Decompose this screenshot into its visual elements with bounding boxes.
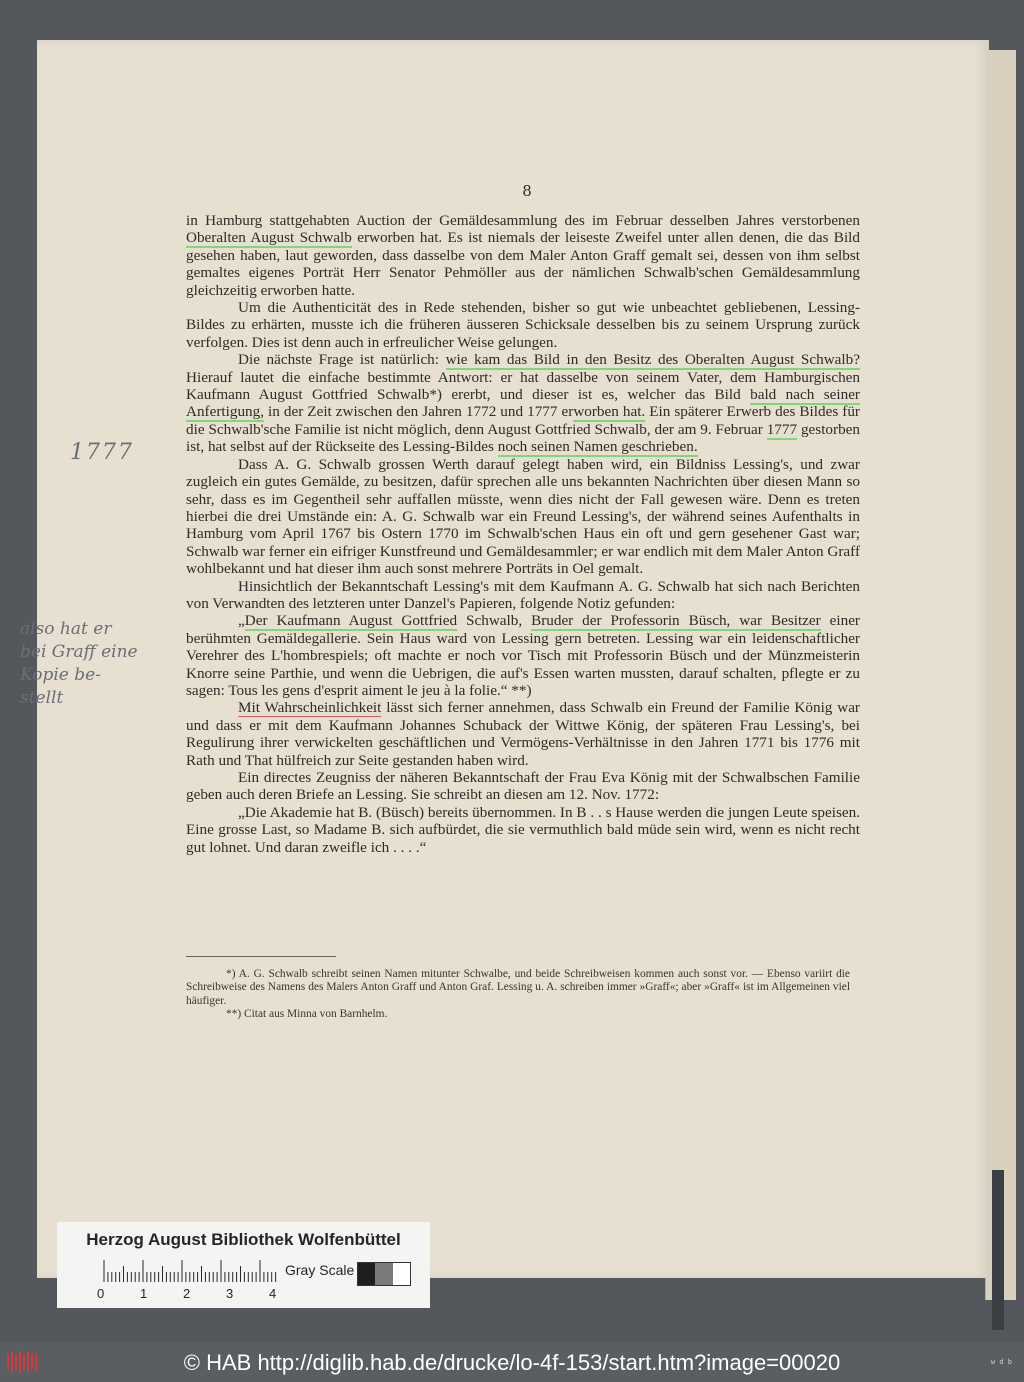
paragraph <box>186 456 860 578</box>
highlighted-text: 1777 <box>766 420 798 438</box>
library-title: Herzog August Bibliothek Wolfenbüttel <box>86 1230 401 1249</box>
text-run: „Die Akademie hat B. (Büsch) bereits übernommen. In B . . s Hause werden die jungen Leute speisen. Eine grosse Last, so Madame B. sich aufbürdet, die sie vermuthlich bald müde sein wird, wenn es nicht recht gut lohnet. Und daran zweifle ich . . . .“ <box>186 803 860 856</box>
margin-note-line: bei Graff eine <box>20 642 138 662</box>
text-run: erworben hat. Es ist niemals der leiseste Zweifel unter allen denen, die das Bild gesehen haben, laut geworden, dass dasselbe von dem Maler Anton Graff gemalt sei, dessen von ihm selbst gemaltes eigenes Porträt Herr Senator Pehmöller aus der nämlichen Schwalb'schen Gemäldesammlung gleichzeitig erworben hatte. <box>186 229 860 299</box>
ruler-number: 4 <box>269 1286 277 1301</box>
page-number: 8 <box>522 182 532 200</box>
ruler-scale <box>102 1260 278 1282</box>
text-run: Die nächste Frage ist natürlich: <box>238 351 446 369</box>
paragraph <box>186 351 860 455</box>
text-run: einer berühmten Gemäldegallerie. Sein Haus ward von Lessing gern betreten. Lessing war ein leidenschaftlicher Verehrer des L'hombrespiels; oft machte er noch vor Tisch mit Professorin Büsch und der Münzmeisterin Knorre seine Parthie, und wenn die Uebrigen, die auf's Essen warten mussten, darauf schalten, pflegte er zu sagen: Tous les gens d'esprit aiment le jeu à la folie.“ **) <box>186 612 860 699</box>
ruler-number: 3 <box>226 1286 234 1301</box>
text-run: in Hamburg stattgehabten Auction der Gemäldesammlung des im Februar desselben Jahres verstorbenen <box>186 212 860 229</box>
footnote: *) A. G. Schwalb schreibt seinen Namen mitunter Schwalbe, und beide Schreibweisen kommen auch sonst vor. — Ebenso variirt die Schreibweise des Namens des Malers Anton Graff und Anton Graf. Lessing u. A. schreiben immer »Graff«; aber »Graff« ist im Allgemeinen viel häufiger. <box>186 968 850 1007</box>
footnote-rule <box>186 956 336 957</box>
text-run: gestorben ist, hat selbst auf der Rückseite des Lessing-Bildes <box>186 420 861 456</box>
text-run: in der Zeit zwischen den Jahren 1772 und 1777 er <box>264 403 574 421</box>
bookmark-ribbon <box>992 1170 1004 1330</box>
text-run: „ <box>238 612 245 630</box>
highlighted-text: Oberalten August Schwalb <box>186 229 352 247</box>
margin-note-line: also hat er <box>20 619 112 639</box>
highlighted-text: worben hat. <box>573 403 646 421</box>
margin-note-line: stellt <box>20 688 64 708</box>
footnotes <box>186 968 850 1022</box>
text-run: Ein directes Zeugniss der näheren Bekanntschaft der Frau Eva König mit der Schwalbschen Familie geben auch deren Briefe an Lessing. Sie schreibt an diesen am 12. Nov. 1772: <box>186 769 860 804</box>
highlighted-text: noch seinen Namen geschrieben. <box>497 438 698 456</box>
paragraph <box>186 299 860 351</box>
paragraph <box>186 578 860 613</box>
text-run: lässt sich ferner annehmen, dass Schwalb ein Freund der Familie König war und dass er mit dem Kaufmann Johannes Schuback der Wittwe König, der späteren Frau Lessing's, bei Regulirung ihrer verwickelten geschäftlichen und Vermögens-Verhältnisse in den Jahren 1771 bis 1776 mit Rath und That hülfreich zur Seite gestanden haben wird. <box>186 699 860 769</box>
copyright-url: © HAB http://diglib.hab.de/drucke/lo-4f-153/start.htm?image=00020 <box>183 1350 841 1375</box>
margin-note-year: 1777 <box>70 440 134 465</box>
footer-bar <box>0 1342 1024 1382</box>
margin-note-line: Kopie be- <box>20 665 101 685</box>
paragraph <box>186 612 860 699</box>
text-run: Ein späterer Erwerb des Bildes für die Schwalb'sche Familie ist nicht möglich, denn August Gottfried Schwalb, der am 9. Februar <box>186 403 860 438</box>
text-run: Hierauf lautet die einfache bestimmte Antwort: er hat dasselbe von seinem Vater, dem Hamburgischen Kaufmann August Gottfried Schwalb*) ererbt, und dieser ist es, welcher das Bild <box>186 368 860 404</box>
highlighted-text: Bruder der Professorin Büsch, war Besitzer <box>531 612 821 630</box>
underlying-page-edge <box>985 50 1016 1300</box>
ruler-number: 0 <box>97 1286 105 1301</box>
grayscale-swatch <box>357 1262 411 1286</box>
text-run: Hinsichtlich der Bekanntschaft Lessing's mit dem Kaufmann A. G. Schwalb hat sich nach Berichten von Verwandten des letzteren unter Danzel's Papieren, folgende Notiz gefunden: <box>186 577 860 612</box>
ruler-number: 2 <box>183 1286 191 1301</box>
text-run: Dass A. G. Schwalb grossen Werth darauf gelegt haben wird, ein Bildniss Lessing's, und zwar zugleich ein gutes Gemälde, zu besitzen, dafür sprechen alle uns bekannten Nachrichten über diesen Mann so sehr, dass es im Gegentheil sehr auffallen müsste, wenn dies nicht der Fall gewesen wäre. Denn es treten hierbei die drei Umstände ein: A. G. Schwalb war ein Freund Lessing's, der während seines Aufenthalts in Hamburg vom April 1767 bis Ostern 1770 im Schwalb'schen Haus ein oft und gern gesehener Gast war; Schwalb war ferner ein eifriger Kunstfreund und Gemäldesammler; er war endlich mit dem Maler Anton Graff wohlbekannt und hat dieser ihm auch sonst mehrere Porträts in Oel gemalt. <box>186 455 860 578</box>
highlighted-text: bald nach seiner Anfertigung, <box>186 386 860 421</box>
paragraph <box>186 769 860 804</box>
paragraph <box>186 699 860 769</box>
grayscale-label: Gray Scale <box>285 1262 355 1278</box>
paragraph <box>186 212 860 299</box>
highlighted-text: Der Kaufmann August Gottfried <box>244 612 458 630</box>
body-text <box>186 212 860 856</box>
highlighted-text: Mit Wahrscheinlichkeit <box>238 699 382 717</box>
footnote: **) Citat aus Minna von Barnhelm. <box>226 1008 388 1021</box>
footer-tag: w d b <box>990 1358 1012 1366</box>
margin-note-handwritten <box>20 618 170 710</box>
highlighted-text: wie kam das Bild in den Besitz des Oberalten August Schwalb? <box>445 351 860 369</box>
text-run: Schwalb, <box>457 612 532 630</box>
ruler-numbers <box>97 1286 297 1302</box>
paragraph <box>186 804 860 856</box>
ruler-number: 1 <box>140 1286 148 1301</box>
text-run: Um die Authenticität des in Rede stehenden, bisher so gut wie unbeachtet gebliebenen, Lessing-Bildes zu erhärten, musste ich die früheren äusseren Schicksale desselben bis zu seinem Ursprung zurück verfolgen. Dies ist denn auch in erfreulicher Weise gelungen. <box>186 299 860 351</box>
library-label <box>57 1222 430 1308</box>
